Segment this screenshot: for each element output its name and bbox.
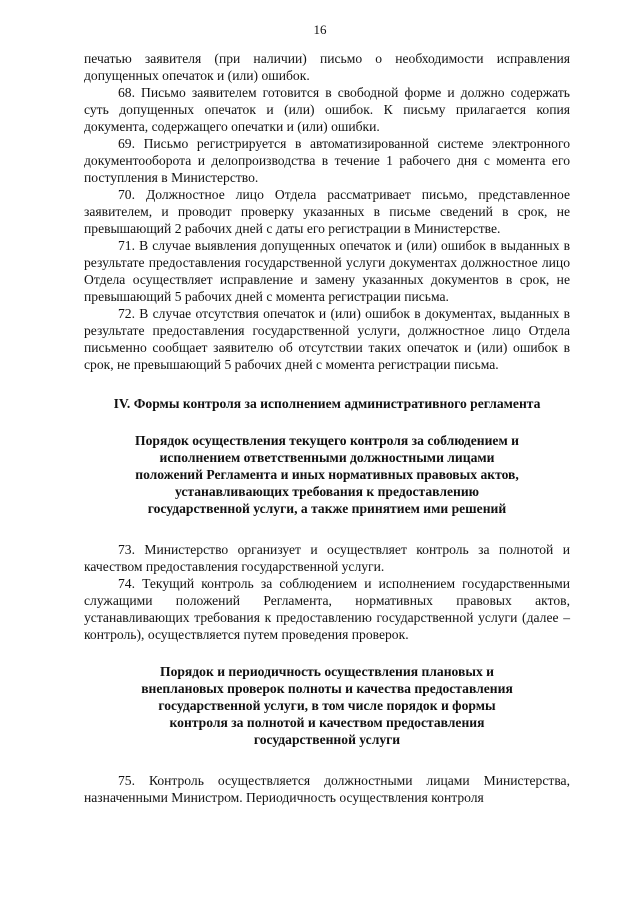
paragraph-72: 72. В случае отсутствия опечаток и (или) ошибок в документах, выданных в результате предоставления государственной услуги, должностное лицо Отдела письменно сообщает заявителю об отсутствии таких опечаток и (или) ошибок в срок, не превышающий 5 рабочих дней с момента регистрации письма.: [84, 306, 570, 372]
paragraph-74: 74. Текущий контроль за соблюдением и исполнением государственными служащими положений Регламента, нормативных правовых актов, устанавливающих требования к предоставлению государственной услуги (далее – контроль), осуществляется путем проведения проверок.: [84, 576, 570, 642]
paragraph-71: 71. В случае выявления допущенных опечаток и (или) ошибок в выданных в результате предоставления государственной услуги документах должностное лицо Отдела осуществляет исправление и замену указанных документов в срок, не превышающий 5 рабочих дней с момента регистрации письма.: [84, 238, 570, 304]
section-subheading-inspections: Порядок и периодичность осуществления плановых и внеплановых проверок полноты и качества предоставления государственной услуги, в том числе порядок и формы контроля за полнотой и качеством предоставления государственной услуги: [141, 664, 513, 747]
page-number: 16: [313, 22, 327, 37]
chapter-heading: IV. Формы контроля за исполнением административного регламента: [113, 396, 541, 411]
paragraph-70: 70. Должностное лицо Отдела рассматривает письмо, представленное заявителем, и проводит проверку указанных в письме сведений в срок, не превышающий 2 рабочих дней с даты его регистрации в Министерстве.: [84, 187, 570, 236]
document-body: [84, 50, 570, 806]
paragraph-73: 73. Министерство организует и осуществляет контроль за полнотой и качеством предоставления государственной услуги.: [84, 542, 570, 574]
paragraph-69: 69. Письмо регистрируется в автоматизированной системе электронного документооборота и делопроизводства в течение 1 рабочего дня с момента его поступления в Министерство.: [84, 136, 570, 185]
paragraph-68: 68. Письмо заявителем готовится в свободной форме и должно содержать суть допущенных опечаток и (или) ошибок. К письму прилагается копия документа, содержащего опечатки и (или) ошибки.: [84, 85, 570, 134]
paragraph-continuation: печатью заявителя (при наличии) письмо о необходимости исправления допущенных опечаток и (или) ошибок.: [84, 51, 570, 83]
section-subheading-current-control: Порядок осуществления текущего контроля за соблюдением и исполнением ответственными должностными лицами положений Регламента и иных нормативных правовых актов, устанавливающих требования к предоставлению государственной услуги, а также принятием ими решений: [135, 433, 519, 516]
paragraph-75: 75. Контроль осуществляется должностными лицами Министерства, назначенными Министром. Периодичность осуществления контроля: [84, 773, 570, 805]
